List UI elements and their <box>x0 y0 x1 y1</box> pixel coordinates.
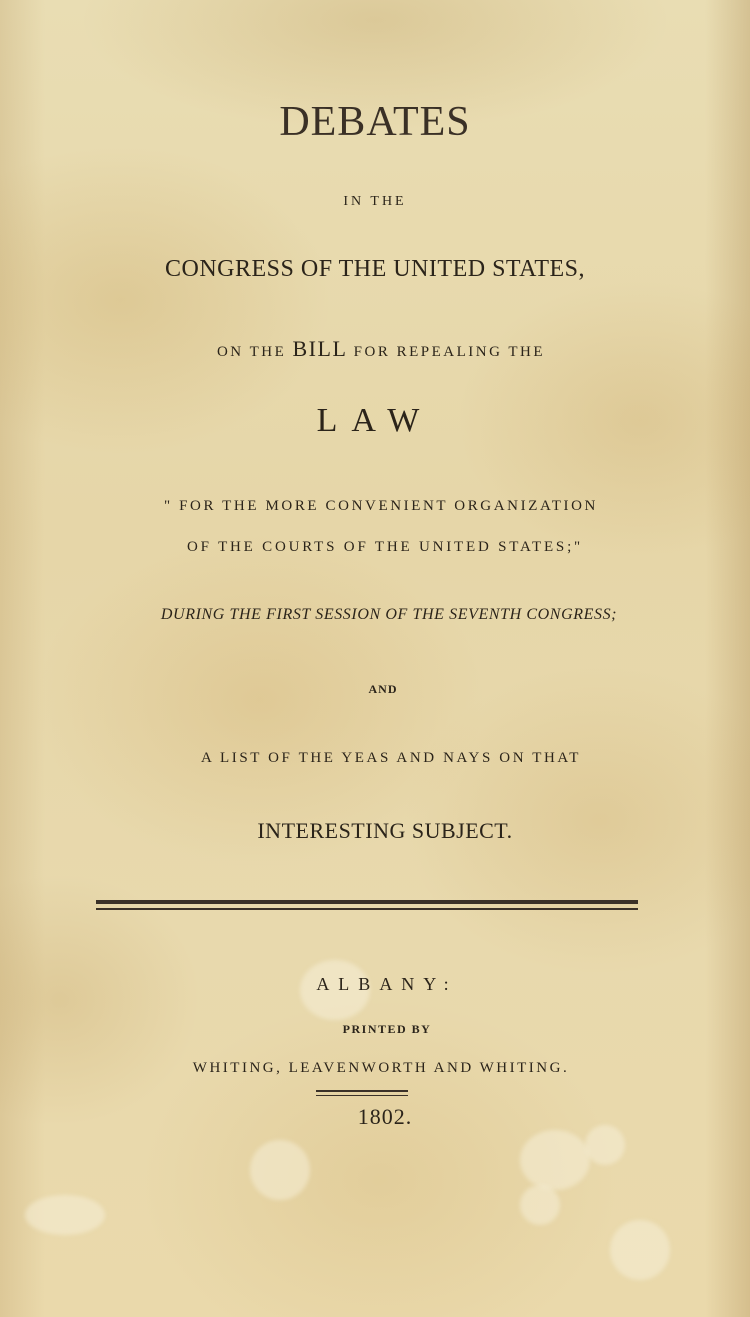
title-connector: IN THE <box>343 194 407 209</box>
imprint-place: ALBANY: <box>316 974 458 994</box>
title-session-line: DURING THE FIRST SESSION OF THE SEVENTH CONGRESS; <box>160 606 618 623</box>
foxing-stain <box>610 1220 670 1280</box>
imprint-year: 1802. <box>357 1104 413 1129</box>
title-quote-line-2: OF THE COURTS OF THE UNITED STATES;" <box>187 539 583 555</box>
bill-text: BILL <box>292 336 348 361</box>
title-quote-line-1: " FOR THE MORE CONVENIENT ORGANIZATION <box>164 498 598 514</box>
for-repealing-text: FOR REPEALING THE <box>353 344 546 360</box>
title-and: AND <box>368 682 398 696</box>
rule-thin <box>96 908 638 910</box>
foxing-stain <box>25 1195 105 1235</box>
imprint-printed-by: PRINTED BY <box>342 1022 432 1036</box>
foxing-stain <box>250 1140 310 1200</box>
foxing-stain <box>520 1185 560 1225</box>
title-bill-line <box>0 336 750 362</box>
rule-thick <box>96 900 638 904</box>
small-double-rule <box>316 1090 408 1098</box>
foxing-stain <box>585 1125 625 1165</box>
rule-thin <box>316 1095 408 1096</box>
book-title: DEBATES <box>279 99 471 145</box>
foxing-stain <box>520 1130 590 1190</box>
title-congress-line: CONGRESS OF THE UNITED STATES, <box>165 256 585 282</box>
on-the-text: ON THE <box>216 344 287 360</box>
title-law: LAW <box>316 402 434 439</box>
title-list-line: A LIST OF THE YEAS AND NAYS ON THAT <box>201 750 581 766</box>
imprint-printers: WHITING, LEAVENWORTH AND WHITING. <box>192 1060 570 1076</box>
title-subject-line: INTERESTING SUBJECT. <box>257 818 513 843</box>
rule-thick <box>316 1090 408 1092</box>
double-rule <box>96 900 638 914</box>
